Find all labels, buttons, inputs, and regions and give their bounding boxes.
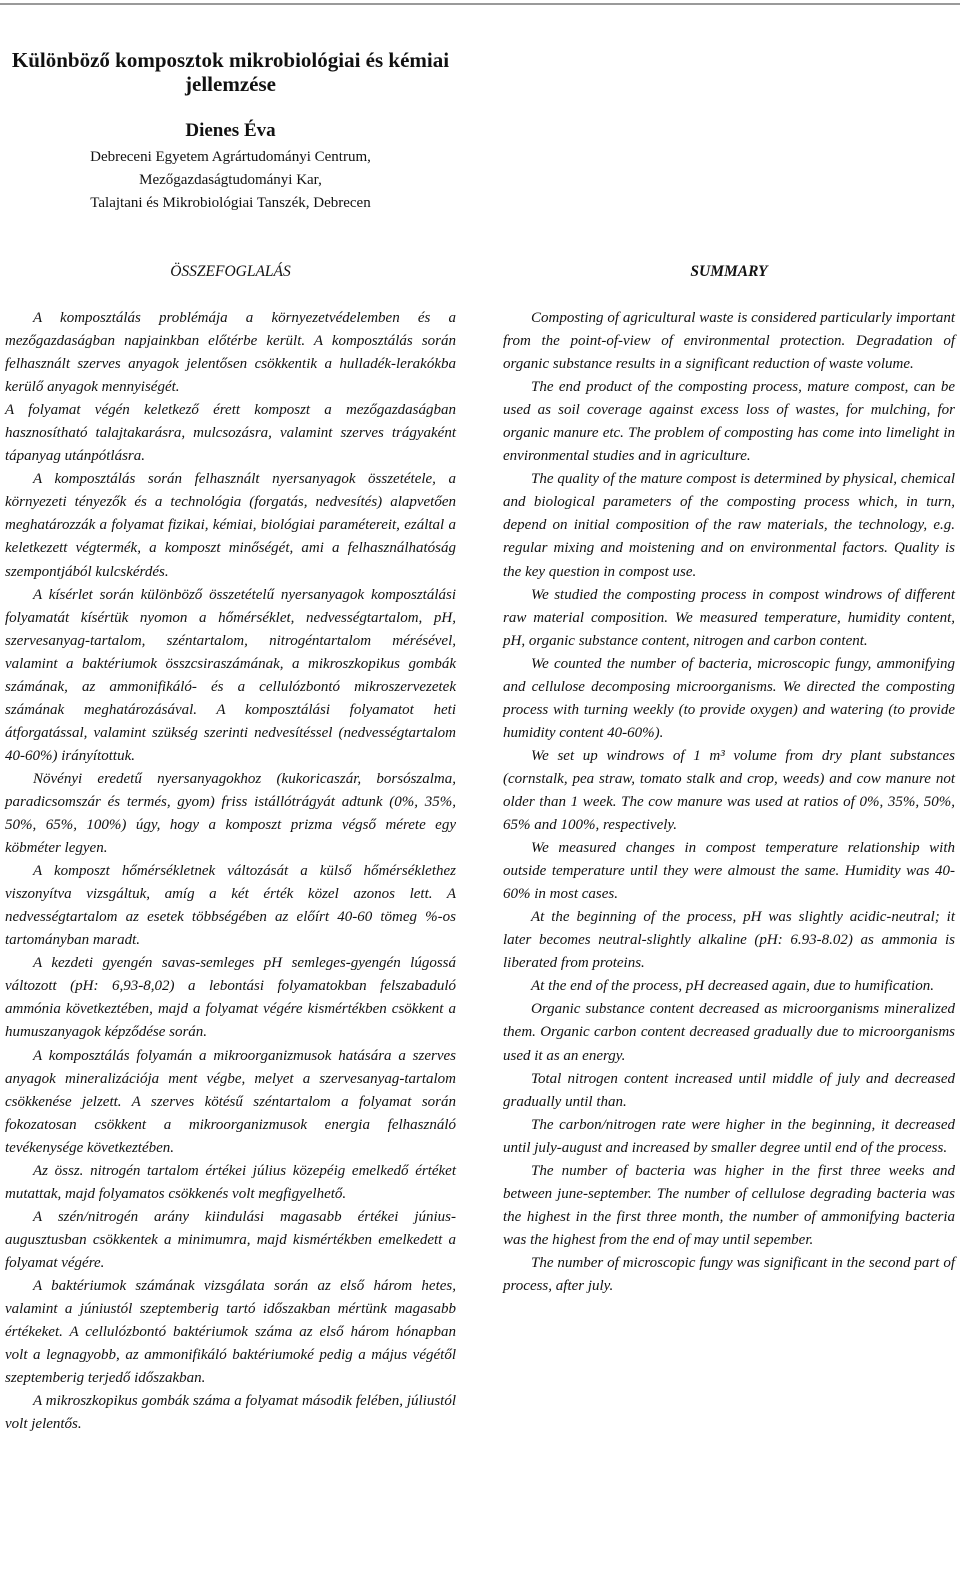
affiliation (5, 146, 456, 215)
paragraph: We studied the composting process in compost windrows of different raw material composition. We measured temperature, humidity content, pH, organic substance content, nitrogen and carbon content. (503, 586, 955, 649)
paragraph: The end product of the composting process, mature compost, can be used as soil coverage against excess loss of wastes, for mulching, for organic manure etc. The problem of composting has come into limelight in environmental studies and in agriculture. (503, 379, 955, 465)
paper-title: Különböző komposztok mikrobiológiai és kémiai jellemzése (11, 48, 450, 96)
hungarian-summary-heading: ÖSSZEFOGLALÁS (170, 263, 291, 280)
paragraph: A komposztálás folyamán a mikroorganizmusok hatására a szerves anyagok mineralizációja ment végbe, melyet a szervesanyag-tartalom csökkenése jelzett. A szerves kötésű széntartalom a folyamat során fokozatosan csökkent a mikroorganizmusok energia felhasználó tevékenysége következtében. (5, 1047, 456, 1156)
paragraph: A baktériumok számának vizsgálata során az első három hetes, valamint a júniustól szeptemberig tartó időszakban mértünk magasabb értékeket. A cellulózbontó baktériumok száma az első három hónapban volt a legnagyobb, az ammonifikáló baktériumoké pedig a május végétől szeptemberig terjedő időszakban. (5, 1277, 456, 1387)
paragraph: A komposztálás során felhasznált nyersanyagok összetétele, a környezeti tényezők és a technológia (forgatás, nedvesítés) alapvetően meghatározzák a folyamat fizikai, kémiai, biológiai paramétereit, ezáltal a keletkezett végtermék, a komposzt minőségét, ami a felhasználhatóság szempontjából kulcskérdés. (5, 471, 456, 580)
paragraph: The carbon/nitrogen rate were higher in the beginning, it decreased until july-august and increased by smaller degree until end of the process. (503, 1116, 955, 1156)
paragraph: Az össz. nitrogén tartalom értékei július közepéig emelkedő értéket mutattak, majd folyamatos csökkenés volt megfigyelhető. (5, 1162, 456, 1202)
english-summary-heading: SUMMARY (690, 263, 768, 280)
paragraph: A komposzt hőmérsékletnek változását a külső hőmérséklethez viszonyítva vizsgáltuk, amíg a két érték közel azonos lett. A nedvességtartalom az esetek többségében az előírt 40-60 tömeg %-os tartományban maradt. (5, 863, 456, 949)
paragraph: Növényi eredetű nyersanyagokhoz (kukoricaszár, borsószalma, paradicsomszár és termés, gyom) friss istállótrágyát adtunk (0%, 35%, 50%, 65%, 100%) úgy, hogy a komposzt prizma végső mérete egy köbméter legyen. (5, 770, 456, 857)
paragraph: At the end of the process, pH decreased again, due to humification. (531, 978, 934, 995)
paragraph: We counted the number of bacteria, microscopic fungy, ammonifying and cellulose decomposing microorganisms. We directed the composting process with turning weekly (to provide oxygen) and watering (to provide humidity content 40-60%). (503, 655, 955, 741)
top-rule (0, 3, 960, 5)
paragraph: The number of microscopic fungy was significant in the second part of process, after july. (503, 1254, 955, 1294)
paragraph: Total nitrogen content increased until middle of july and decreased gradually until than. (503, 1070, 955, 1110)
paragraph: A komposztálás problémája a környezetvédelemben és a mezőgazdaságban napjainkban előtérbe került. A komposztálás során felhasznált szerves anyagok jelentősen csökkentik a hulladék-lerakókba kerülő anyagok mennyiségét. (5, 310, 456, 396)
paragraph: A mikroszkopikus gombák száma a folyamat második felében, júliustól volt jelentős. (5, 1393, 456, 1433)
english-summary-body (503, 307, 955, 1298)
paragraph: A kezdeti gyengén savas-semleges pH semleges-gyengén lúgossá változott (pH: 6,93-8,02) a lebontási folyamatokban felszabaduló ammónia következtében, majd a folyamat végére kismértékben csökkent a humuszanyagok képződése során. (5, 955, 456, 1041)
paragraph: The quality of the mature compost is determined by physical, chemical and biological parameters of the composting process which, in turn, depend on initial composition of the raw materials, the technology, e.g. regular mixing and moistening and on environmental factors. Quality is the key question in compost use. (503, 471, 955, 580)
author-name: Dienes Éva (185, 120, 276, 141)
affiliation-line: Debreceni Egyetem Agrártudományi Centrum, (90, 149, 371, 165)
paragraph: We set up windrows of 1 m³ volume from dry plant substances (cornstalk, pea straw, tomato stalk and crop, weeds) and cow manure not older than 1 week. The cow manure was used at ratios of 0%, 35%, 50%, 65% and 100%, respectively. (503, 747, 955, 834)
paragraph: The number of bacteria was higher in the first three weeks and between june-september. The number of cellulose degrading bacteria was the highest in the first three month, the number of ammonifying bacteria was the highest from the end of may until sepember. (503, 1162, 955, 1248)
paragraph: A szén/nitrogén arány kiindulási magasabb értékei június-augusztusban csökkentek a minimumra, majd kismértékben emelkedett a folyamat végére. (5, 1208, 456, 1271)
paragraph: At the beginning of the process, pH was slightly acidic-neutral; it later becomes neutral-slightly alkaline (pH: 6.93-8.02) as ammonia is liberated from proteins. (503, 909, 955, 972)
affiliation-line: Talajtani és Mikrobiológiai Tanszék, Debrecen (90, 195, 371, 211)
paragraph: Composting of agricultural waste is considered particularly important from the point-of-view of environmental protection. Degradation of organic substance results in a significant reduction of waste volume. (503, 310, 955, 373)
paragraph: A folyamat végén keletkező érett komposzt a mezőgazdaságban hasznosítható talajtakarásra, mulcsozásra, valamint szerves trágyaként tápanyag utánpótlásra. (5, 402, 456, 465)
hungarian-summary-body (5, 307, 456, 1436)
affiliation-line: Mezőgazdaságtudományi Kar, (139, 172, 322, 188)
paragraph: We measured changes in compost temperature relationship with outside temperature until they were almoust the same. Humidity was 40-60% in most cases. (503, 840, 955, 903)
paragraph: Organic substance content decreased as microorganisms mineralized them. Organic carbon content decreased gradually due to microorganisms used it as an energy. (503, 1001, 955, 1064)
paragraph: A kísérlet során különböző összetételű nyersanyagok komposztálási folyamatát kísértük nyomon a hőmérséklet, nedvességtartalom, pH, szervesanyag-tartalom, széntartalom, nitrogéntartalom mérésével, valamint a baktériumok összcsiraszámának, a mikroszkopikus gombák számának, az ammonifikáló- és a cellulózbontó mikroszervezetek számának meghatározásával. A komposztálási folyamatot heti átforgatással, valamint szükség szerinti nedvesítéssel (nedvességtartalom 40-60%) irányítottuk. (5, 586, 456, 764)
